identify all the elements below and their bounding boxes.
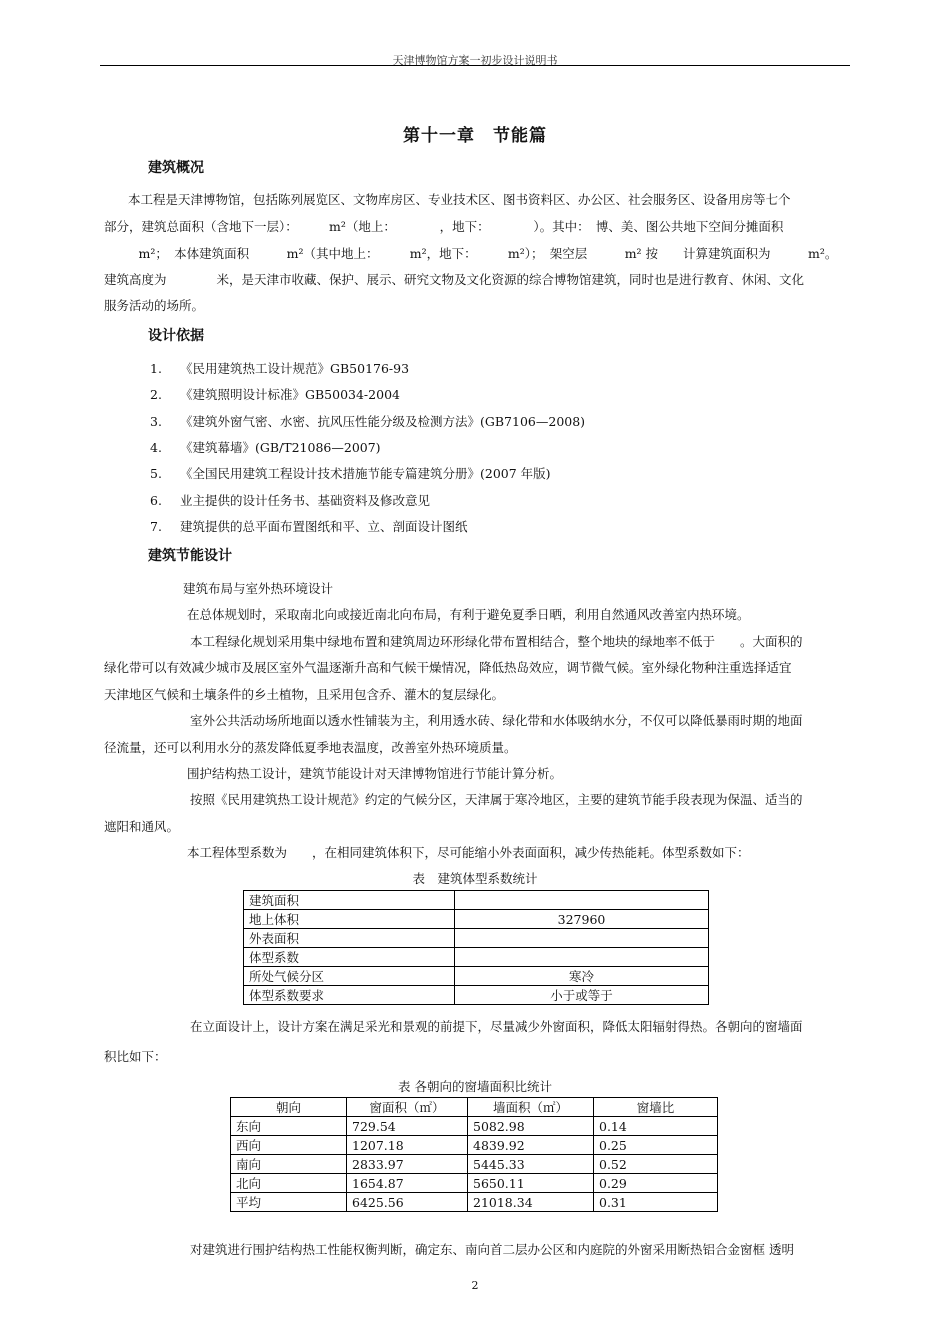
- table-cell: 1207.18: [347, 1136, 468, 1155]
- basis-item-text: 建筑提供的总平面布置图纸和平、立、剖面设计图纸: [180, 519, 468, 534]
- table-row: [244, 910, 709, 929]
- basis-item-text: 《民用建筑热工设计规范》GB50176-93: [180, 361, 410, 376]
- basis-item: [150, 359, 409, 377]
- table-cell: 东向: [231, 1117, 347, 1136]
- table-row: [244, 948, 709, 967]
- facade-line-2: 积比如下：: [104, 1049, 167, 1064]
- table-cell: 南向: [231, 1155, 347, 1174]
- basis-item: [150, 412, 585, 430]
- table-row: [244, 891, 709, 910]
- table-cell: 0.25: [594, 1136, 718, 1155]
- basis-item-text: 《建筑照明设计标准》GB50034-2004: [180, 387, 400, 402]
- basis-item-text: 《全国民用建筑工程设计技术措施节能专篇建筑分册》(2007 年版): [180, 466, 551, 481]
- table-cell: 0.52: [594, 1155, 718, 1174]
- tradeoff-paragraph: 对建筑进行围护结构热工性能权衡判断，确定东、南向首二层办公区和内庭院的外窗采用断热铝合金窗框 透明: [190, 1242, 794, 1257]
- table-cell: 小于或等于: [455, 986, 709, 1005]
- table-row: [231, 1117, 718, 1136]
- table-row: [231, 1155, 718, 1174]
- table-header: 朝向: [231, 1098, 347, 1117]
- table-header: 窗面积（㎡）: [347, 1098, 468, 1117]
- table-cell: 体型系数要求: [244, 986, 455, 1005]
- basis-item-num: 3.: [150, 414, 162, 429]
- greening-line-2: 绿化带可以有效减少城市及展区室外气温逐渐升高和气候干燥情况，降低热岛效应，调节微气候。室外绿化物种注重选择适宜: [104, 660, 792, 675]
- table-cell: 5650.11: [468, 1174, 594, 1193]
- table-header-row: [231, 1098, 718, 1117]
- page-number: 2: [471, 1279, 479, 1292]
- overview-line-2: 部分，建筑总面积（含地下一层）： m²（地上： ，地下： ）。其中： 博、美、图公共地下空间分摊面积: [104, 219, 784, 234]
- table-cell: 0.14: [594, 1117, 718, 1136]
- running-header: 天津博物馆方案一初步设计说明书: [392, 54, 558, 67]
- table-cell: 5082.98: [468, 1117, 594, 1136]
- table-cell: 1654.87: [347, 1174, 468, 1193]
- basis-item-num: 4.: [150, 440, 162, 455]
- table-cell: 体型系数: [244, 948, 455, 967]
- climate-line-2: 遮阳和通风。: [104, 819, 180, 834]
- basis-item: [150, 491, 430, 509]
- section-heading-energy-design: 建筑节能设计: [148, 548, 232, 564]
- table-cell: 建筑面积: [244, 891, 455, 910]
- overview-line-5: 服务活动的场所。: [104, 298, 205, 313]
- facade-line-1: 在立面设计上，设计方案在满足采光和景观的前提下，尽量减少外窗面积，降低太阳辐射得热。各朝向的窗墙面: [190, 1019, 803, 1034]
- basis-item-num: 6.: [150, 493, 162, 508]
- table-cell: 327960: [455, 910, 709, 929]
- climate-line-1: 按照《民用建筑热工设计规范》约定的气候分区，天津属于寒冷地区，主要的建筑节能手段表现为保温、适当的: [190, 792, 803, 807]
- sub-heading-layout: 建筑布局与室外热环境设计: [183, 581, 334, 596]
- table-cell: [455, 891, 709, 910]
- table-row: [231, 1174, 718, 1193]
- table-cell: 寒冷: [455, 967, 709, 986]
- overview-line-3: m²； 本体建筑面积 m²（其中地上： m²，地下： m²）； 架空层 m² 按 计算建筑面积为 m²。: [126, 246, 838, 261]
- basis-item: [150, 438, 381, 456]
- basis-item: [150, 464, 551, 482]
- table-cell: 北向: [231, 1174, 347, 1193]
- basis-item-num: 2.: [150, 387, 162, 402]
- basis-item-text: 《建筑幕墙》(GB/T21086—2007): [180, 440, 381, 455]
- table-cell: 21018.34: [468, 1193, 594, 1212]
- table-row: [231, 1193, 718, 1212]
- basis-item-num: 5.: [150, 466, 162, 481]
- table2-caption: 表 各朝向的窗墙面积比统计: [398, 1079, 552, 1094]
- table-row: [231, 1136, 718, 1155]
- basis-item: [150, 517, 468, 535]
- table-cell: 2833.97: [347, 1155, 468, 1174]
- table-cell: 平均: [231, 1193, 347, 1212]
- table-header: 窗墙比: [594, 1098, 718, 1117]
- table-cell: 0.29: [594, 1174, 718, 1193]
- paragraph-layout: 在总体规划时，采取南北向或接近南北向布局，有利于避免夏季日晒，利用自然通风改善室内热环境。: [187, 607, 750, 622]
- header-rule: [100, 65, 850, 66]
- overview-line-1: 本工程是天津博物馆，包括陈列展览区、文物库房区、专业技术区、图书资料区、办公区、社会服务区、设备用房等七个: [128, 192, 791, 207]
- table-row: [244, 929, 709, 948]
- greening-line-1: 本工程绿化规划采用集中绿地布置和建筑周边环形绿化带布置相结合，整个地块的绿地率不低于 。大面积的: [190, 634, 803, 649]
- basis-item-text: 《建筑外窗气密、水密、抗风压性能分级及检测方法》(GB7106—2008): [180, 414, 586, 429]
- basis-item-text: 业主提供的设计任务书、基础资料及修改意见: [180, 493, 431, 508]
- table-row: [244, 967, 709, 986]
- table-cell: 729.54: [347, 1117, 468, 1136]
- table-cell: 外表面积: [244, 929, 455, 948]
- table-cell: 6425.56: [347, 1193, 468, 1212]
- table-cell: 4839.92: [468, 1136, 594, 1155]
- table-cell: 所处气候分区: [244, 967, 455, 986]
- table-cell: 西向: [231, 1136, 347, 1155]
- table-cell: [455, 929, 709, 948]
- table-cell: 0.31: [594, 1193, 718, 1212]
- section-heading-overview: 建筑概况: [148, 160, 204, 176]
- chapter-title: 第十一章 节能篇: [403, 126, 547, 146]
- envelope-paragraph: 围护结构热工设计，建筑节能设计对天津博物馆进行节能计算分析。: [187, 766, 563, 781]
- greening-line-3: 天津地区气候和土壤条件的乡土植物，且采用包含乔、灌木的复层绿化。: [104, 687, 505, 702]
- paving-line-2: 径流量，还可以利用水分的蒸发降低夏季地表温度，改善室外热环境质量。: [104, 740, 517, 755]
- table-cell: 5445.33: [468, 1155, 594, 1174]
- paving-line-1: 室外公共活动场所地面以透水性铺装为主，利用透水砖、绿化带和水体吸纳水分，不仅可以降低暴雨时期的地面: [190, 713, 803, 728]
- table-cell: [455, 948, 709, 967]
- table-header: 墙面积（㎡）: [468, 1098, 594, 1117]
- window-wall-ratio-table: [230, 1097, 718, 1212]
- shape-coefficient-table: [243, 890, 709, 1005]
- basis-item-num: 7.: [150, 519, 162, 534]
- section-heading-basis: 设计依据: [148, 328, 204, 344]
- table1-caption: 表 建筑体型系数统计: [412, 871, 538, 886]
- basis-item: [150, 385, 400, 403]
- table-cell: 地上体积: [244, 910, 455, 929]
- overview-line-4: 建筑高度为 米，是天津市收藏、保护、展示、研究文物及文化资源的综合博物馆建筑，同时也是进行教育、休闲、文化: [104, 272, 805, 287]
- shape-coefficient-paragraph: 本工程体型系数为 ，在相同建筑体积下，尽可能缩小外表面面积，减少传热能耗。体型系数如下：: [187, 845, 750, 860]
- basis-item-num: 1.: [150, 361, 162, 376]
- table-row: [244, 986, 709, 1005]
